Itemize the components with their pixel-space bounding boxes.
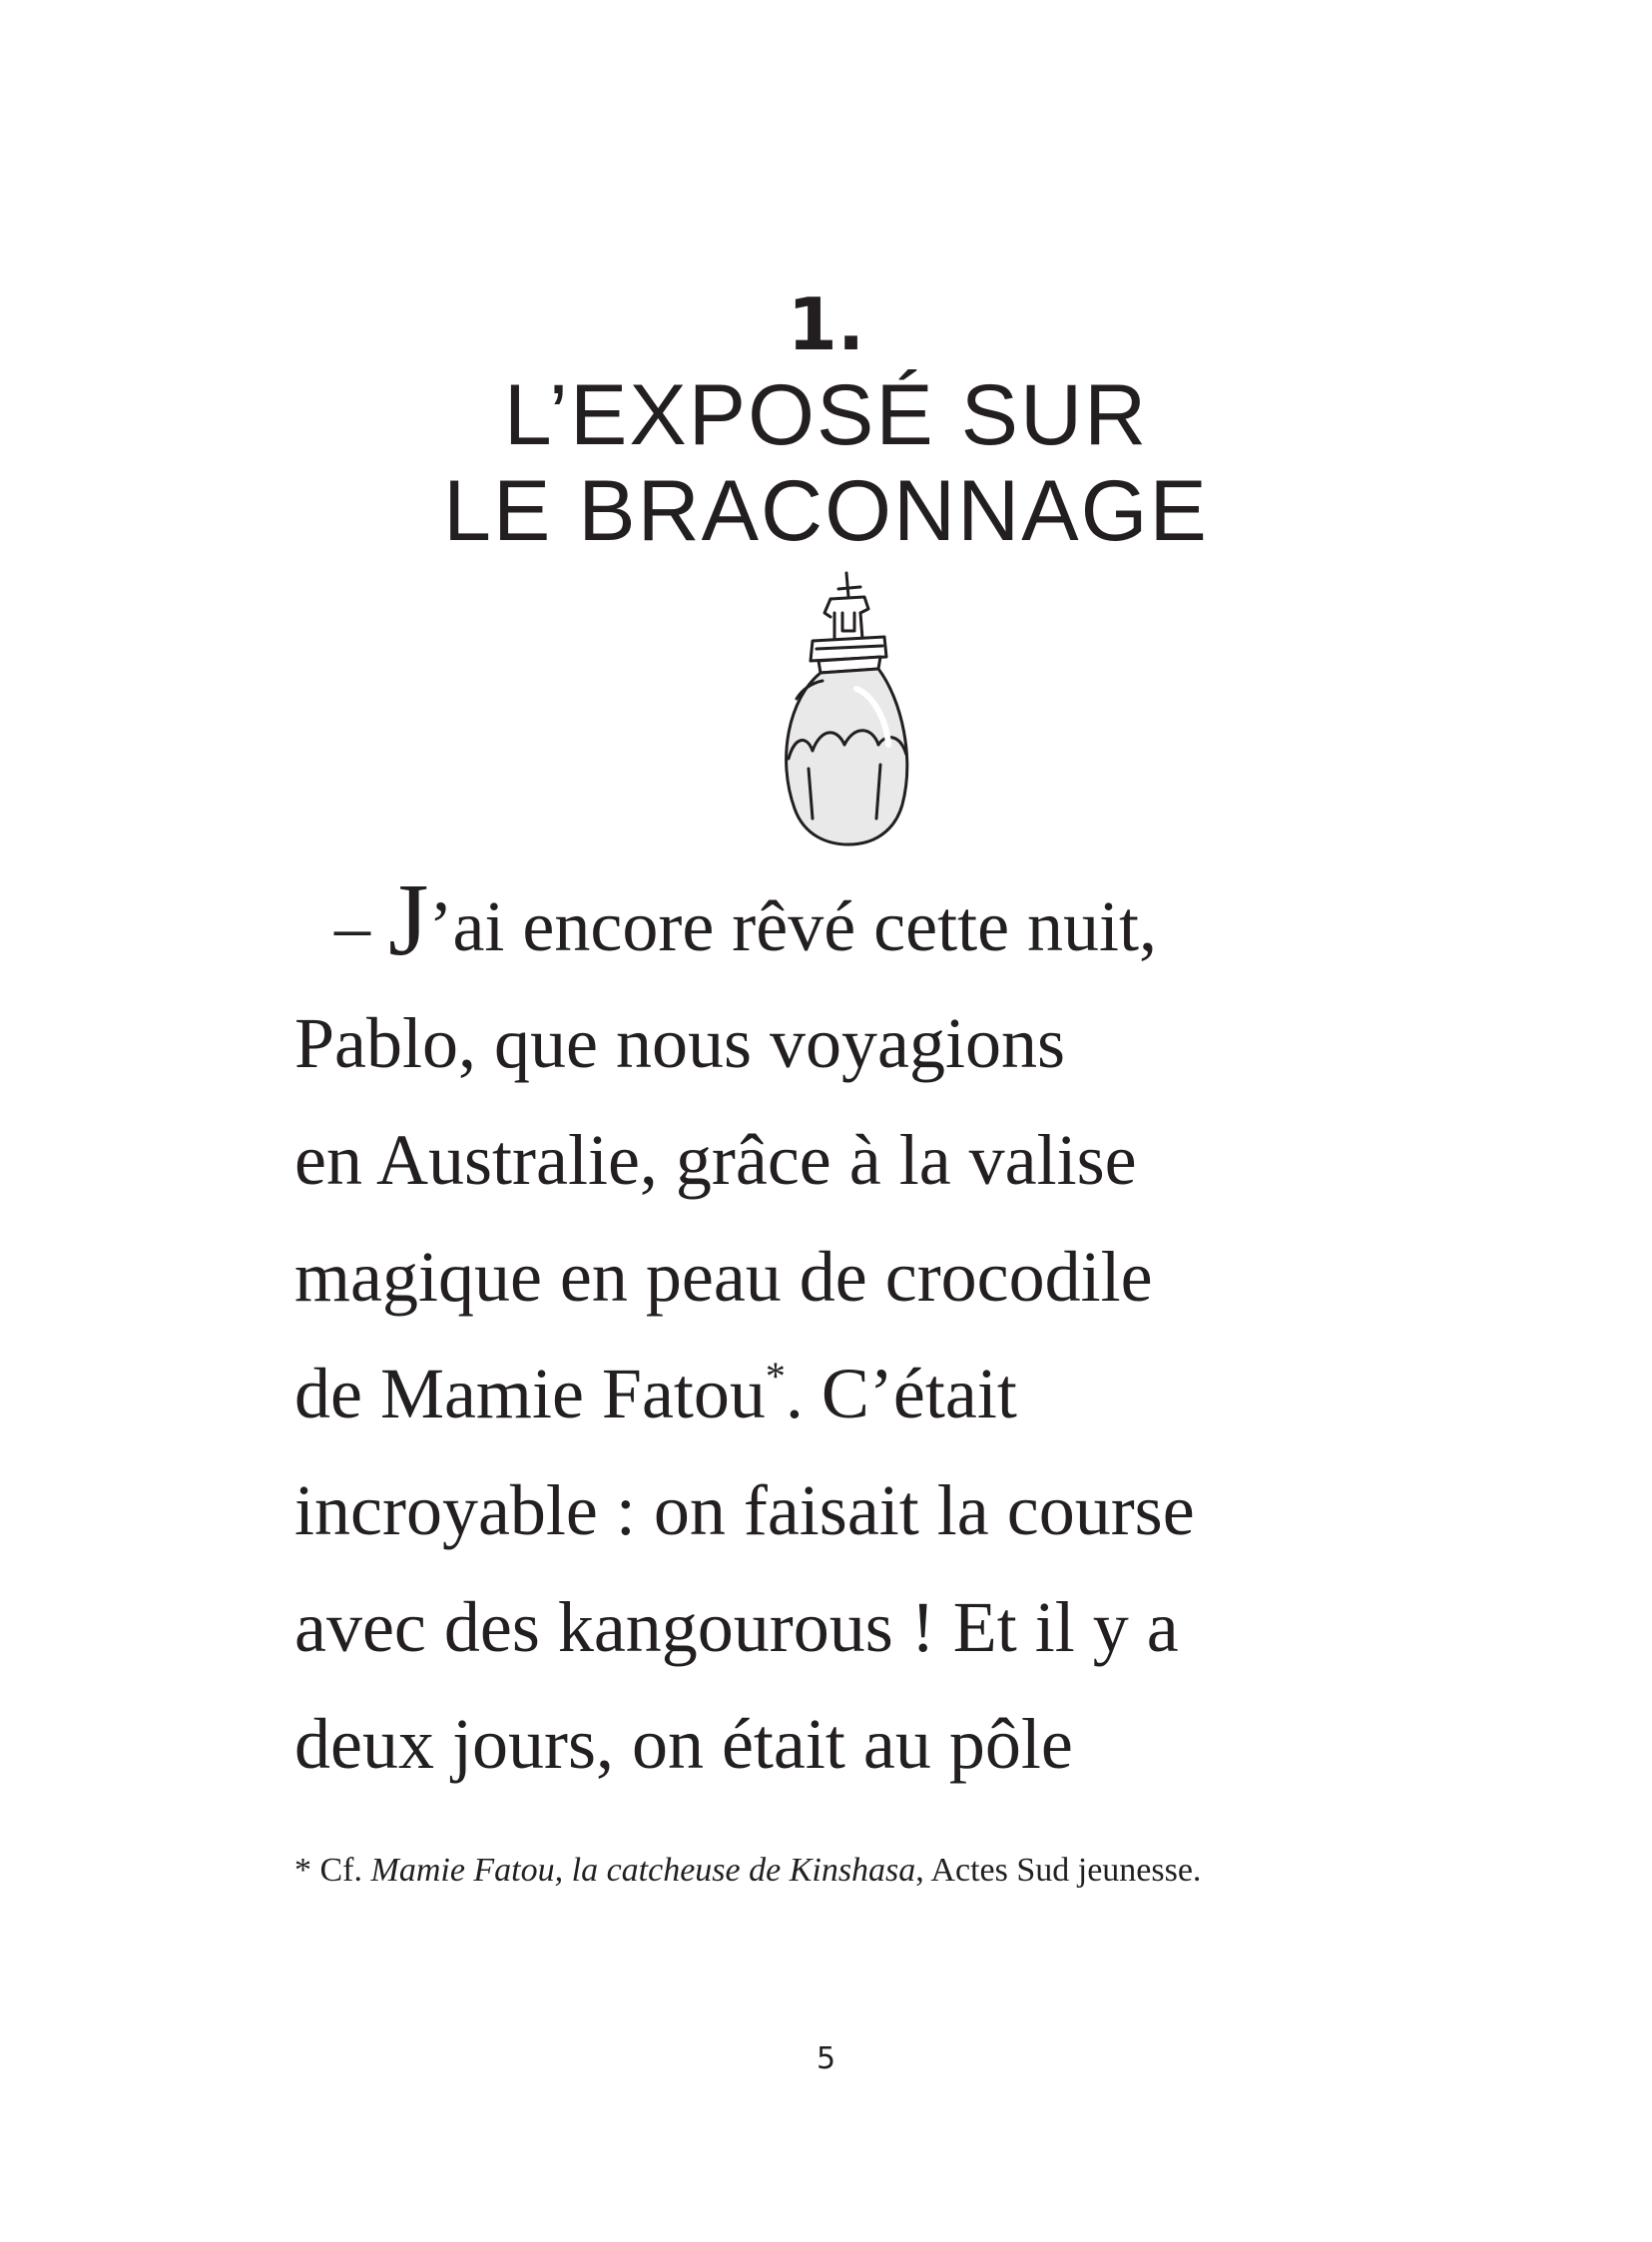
body-line-8: deux jours, on était au pôle (294, 1704, 1073, 1784)
vase-icon (769, 569, 918, 848)
footnote-book-title: Mamie Fatou, la catcheuse de Kinshasa (370, 1852, 916, 1889)
body-line-5 (294, 1336, 1412, 1452)
footnote-suffix: , Actes Sud jeunesse. (915, 1852, 1202, 1889)
drop-cap: J (388, 862, 429, 977)
chapter-title-line-2: LE BRACONNAGE (443, 463, 1209, 559)
chapter-title-line-1: L’EXPOSÉ SUR (503, 367, 1149, 463)
body-line-5-before: de Mamie Fatou (294, 1354, 766, 1433)
dialogue-dash: – (334, 886, 388, 966)
chapter-title (0, 367, 1652, 559)
body-line-2: Pablo, que nous voyagions (294, 1003, 1065, 1083)
body-line-6: incroyable : on faisait la course (294, 1470, 1195, 1550)
page-number: 5 (816, 2041, 836, 2076)
body-line-4: magique en peau de crocodile (294, 1237, 1153, 1317)
body-line-5-after: . C’était (785, 1354, 1017, 1433)
body-line-7: avec des kangourous ! Et il y a (294, 1587, 1179, 1667)
footnote-prefix: * Cf. (294, 1852, 371, 1889)
body-line-1 (294, 862, 1412, 985)
body-line-3: en Australie, grâce à la valise (294, 1120, 1137, 1200)
footnote-marker: * (765, 1354, 786, 1399)
footnote (294, 1849, 1412, 1893)
body-text (294, 862, 1412, 1803)
chapter-number: 1. (787, 282, 865, 366)
body-line-1-rest: ’ai encore rêvé cette nuit, (428, 886, 1158, 966)
